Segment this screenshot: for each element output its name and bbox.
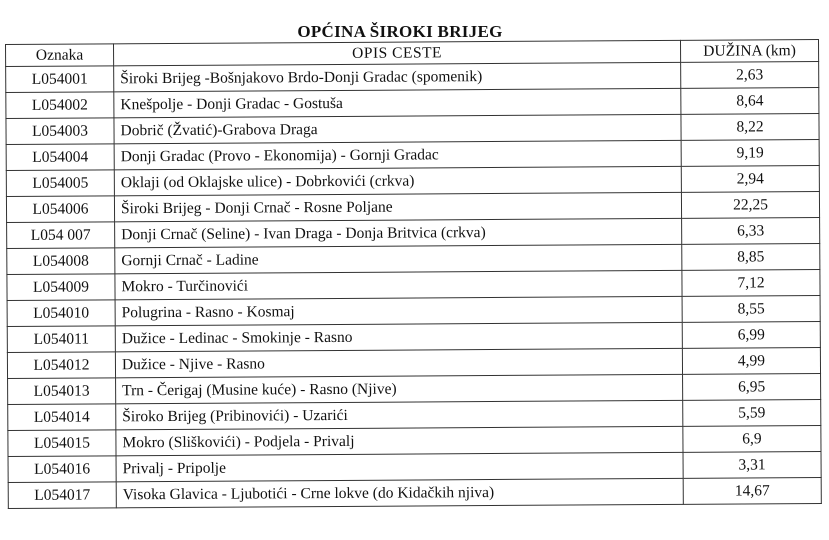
road-length-cell: 7,12 — [682, 270, 820, 297]
road-code-cell: L054005 — [6, 170, 114, 197]
road-description-cell: Donji Crnač (Seline) - Ivan Draga - Donja Britvica (crkva) — [115, 218, 682, 247]
road-code-cell: L054010 — [7, 300, 115, 327]
road-description-cell: Široki Brijeg -Bošnjakovo Brdo-Donji Gradac (spomenik) — [114, 62, 681, 91]
road-code-cell: L054011 — [7, 326, 115, 353]
road-description-cell: Privalj - Pripolje — [116, 452, 683, 481]
road-length-cell: 2,94 — [681, 166, 819, 193]
road-length-cell: 8,55 — [682, 296, 820, 323]
road-length-cell: 4,99 — [682, 348, 820, 375]
header-description: OPIS CESTE — [114, 40, 681, 65]
table-body — [6, 62, 822, 509]
road-code-cell: L054009 — [7, 274, 115, 301]
road-length-cell: 6,99 — [682, 322, 820, 349]
road-code-cell: L054016 — [8, 456, 116, 483]
road-length-cell: 3,31 — [683, 452, 821, 479]
road-code-cell: L054 007 — [7, 222, 115, 249]
road-description-cell: Knešpolje - Donji Gradac - Gostuša — [114, 88, 681, 117]
header-length: DUŽINA (km) — [680, 40, 818, 63]
road-description-cell: Mokro - Turčinovići — [115, 270, 682, 299]
road-description-cell: Široko Brijeg (Pribinovići) - Uzarići — [116, 400, 683, 429]
road-description-cell: Gornji Crnač - Ladine — [115, 244, 682, 273]
road-length-cell: 8,22 — [681, 114, 819, 141]
table-row — [8, 478, 821, 509]
road-code-cell: L054003 — [6, 118, 114, 145]
roads-table — [5, 39, 822, 509]
road-code-cell: L054017 — [8, 482, 116, 509]
road-length-cell: 22,25 — [681, 192, 819, 219]
road-length-cell: 6,33 — [682, 218, 820, 245]
road-description-cell: Polugrina - Rasno - Kosmaj — [115, 296, 682, 325]
road-length-cell: 5,59 — [683, 400, 821, 427]
road-description-cell: Široki Brijeg - Donji Crnač - Rosne Poljane — [114, 192, 681, 221]
road-description-cell: Donji Gradac (Provo - Ekonomija) - Gornji Gradac — [114, 140, 681, 169]
road-length-cell: 14,67 — [683, 478, 821, 505]
road-description-cell: Dužice - Njive - Rasno — [115, 348, 682, 377]
road-length-cell: 2,63 — [681, 62, 819, 89]
document-title: OPĆINA ŠIROKI BRIJEG — [297, 22, 503, 41]
road-code-cell: L054008 — [7, 248, 115, 275]
road-length-cell: 8,85 — [682, 244, 820, 271]
road-description-cell: Mokro (Sliškovići) - Podjela - Privalj — [116, 426, 683, 455]
road-length-cell: 6,9 — [683, 426, 821, 453]
road-code-cell: L054006 — [6, 196, 114, 223]
road-description-cell: Oklaji (od Oklajske ulice) - Dobrkovići (crkva) — [114, 166, 681, 195]
road-code-cell: L054012 — [7, 352, 115, 379]
road-code-cell: L054002 — [6, 92, 114, 119]
road-description-cell: Dobrič (Žvatić)-Grabova Draga — [114, 114, 681, 143]
road-code-cell: L054014 — [8, 404, 116, 431]
road-code-cell: L054004 — [6, 144, 114, 171]
road-length-cell: 8,64 — [681, 88, 819, 115]
road-length-cell: 6,95 — [683, 374, 821, 401]
header-code: Oznaka — [6, 44, 114, 67]
road-code-cell: L054013 — [8, 378, 116, 405]
road-description-cell: Dužice - Ledinac - Smokinje - Rasno — [115, 322, 682, 351]
road-description-cell: Trn - Čerigaj (Musine kuće) - Rasno (Njive) — [116, 374, 683, 403]
road-code-cell: L054015 — [8, 430, 116, 457]
road-length-cell: 9,19 — [681, 140, 819, 167]
road-description-cell: Visoka Glavica - Ljubotići - Crne lokve (do Kidačkih njiva) — [116, 478, 683, 507]
road-code-cell: L054001 — [6, 66, 114, 93]
